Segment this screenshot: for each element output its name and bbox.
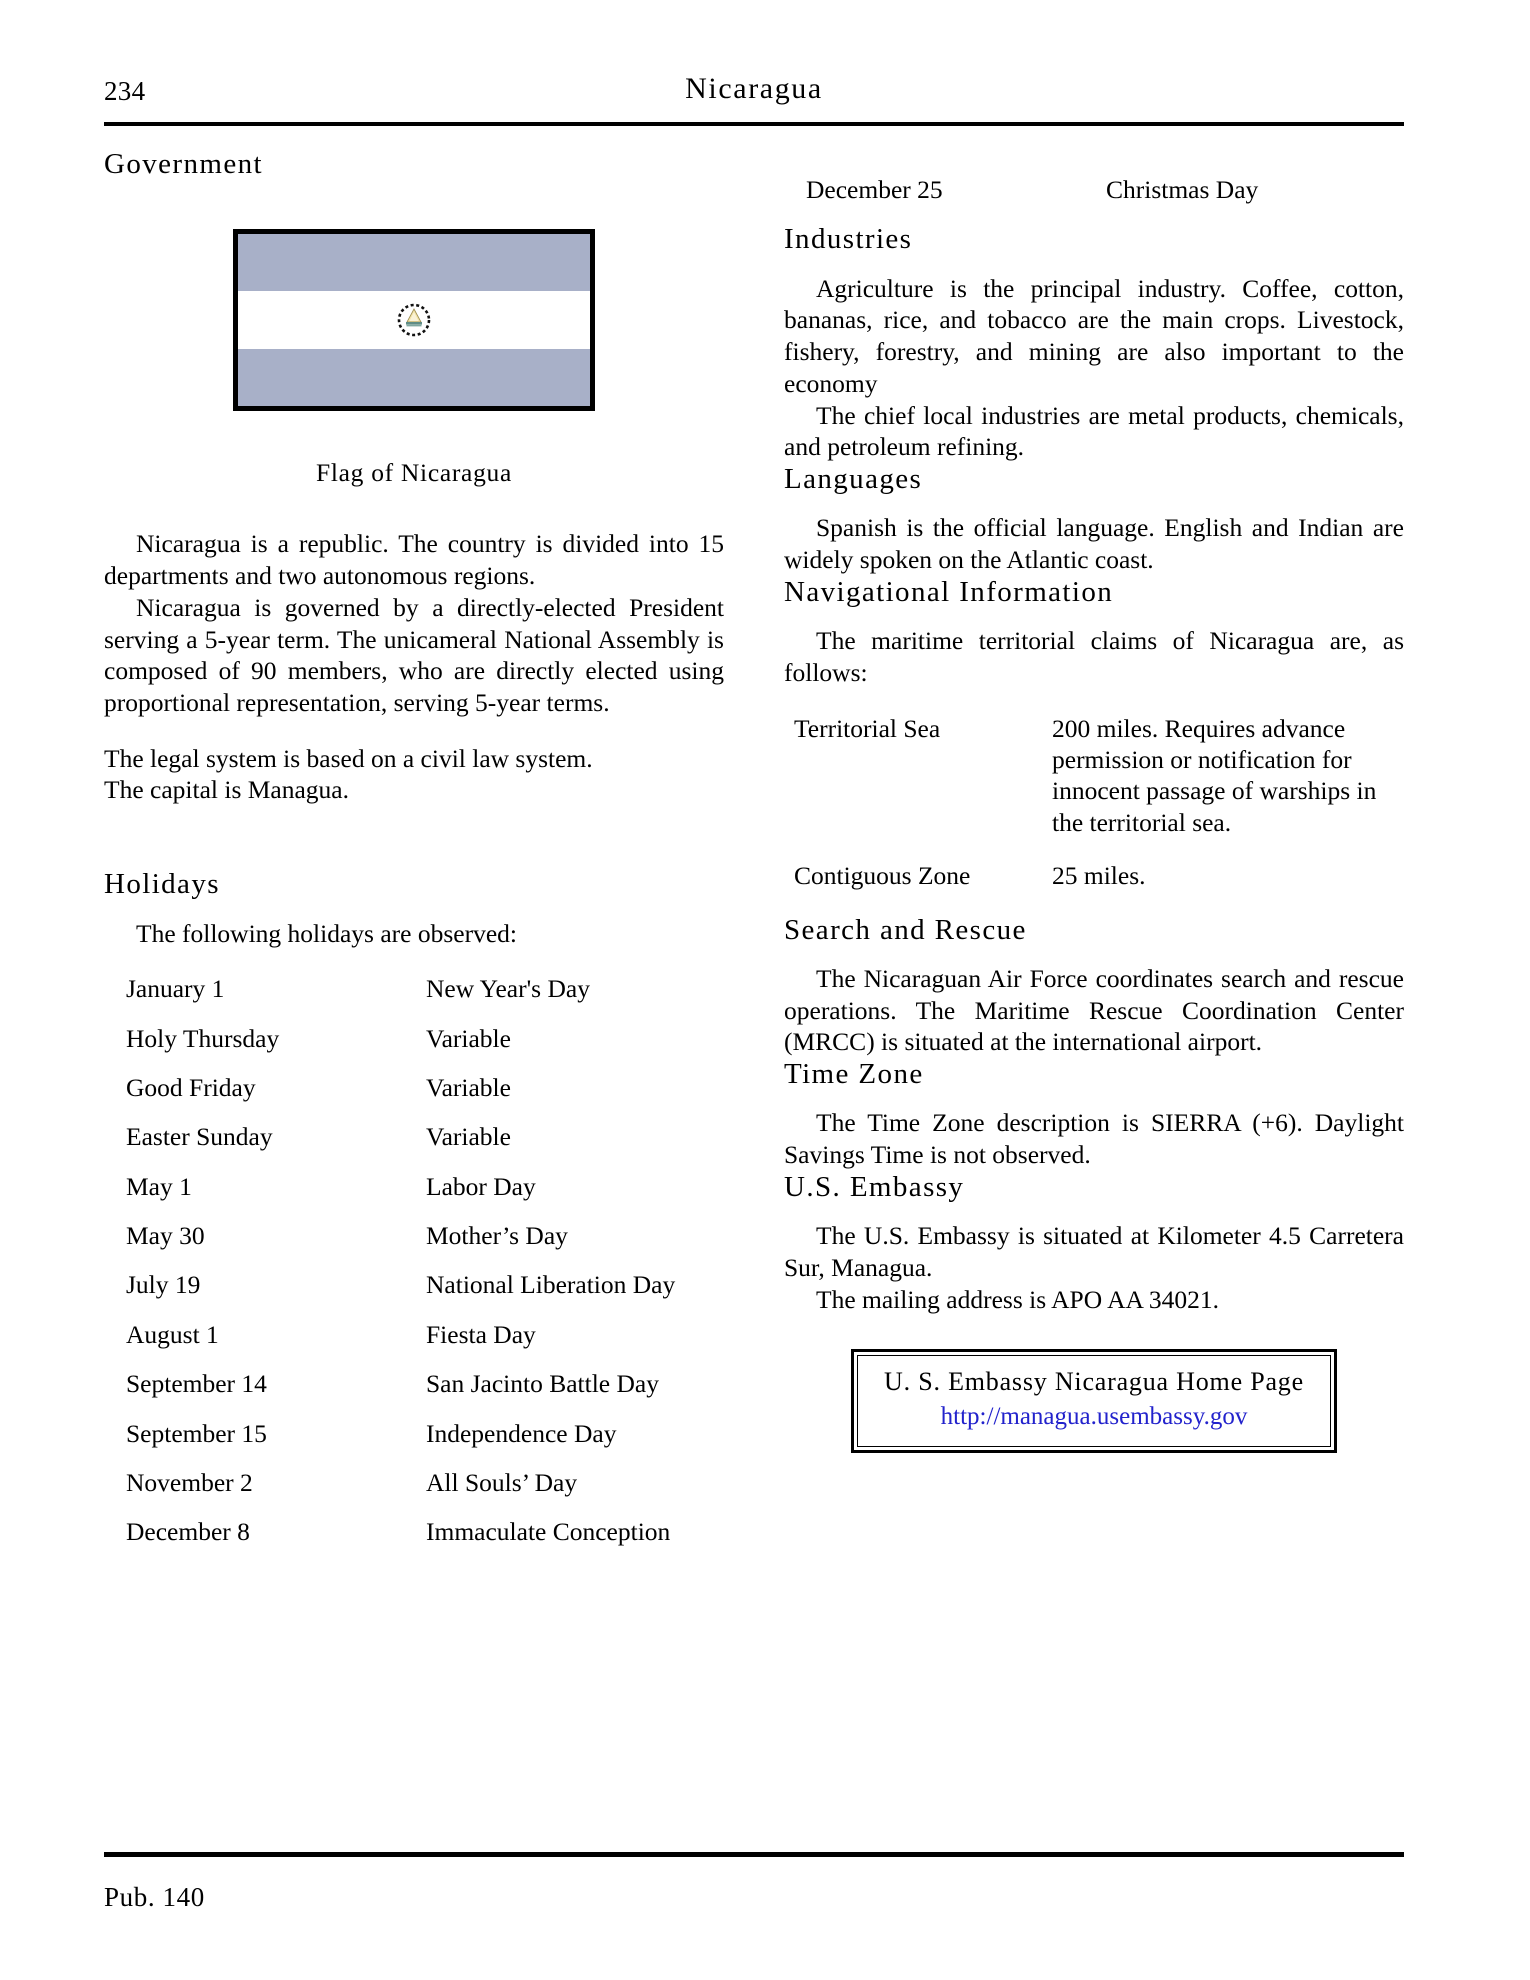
heading-search-and-rescue: Search and Rescue xyxy=(784,913,1027,946)
holiday-name: Fiesta Day xyxy=(426,1319,536,1349)
holiday-date: September 14 xyxy=(126,1369,267,1399)
holiday-name: Mother’s Day xyxy=(426,1221,568,1251)
holiday-date: December 25 xyxy=(806,175,943,204)
table-row xyxy=(104,1121,724,1170)
footer-publication: Pub. 140 xyxy=(104,1882,205,1912)
us-embassy-paragraphs xyxy=(784,1220,1404,1315)
table-row xyxy=(104,1467,724,1516)
flag-band-bottom xyxy=(238,349,590,406)
holiday-date: Good Friday xyxy=(126,1073,256,1103)
flag-caption: Flag of Nicaragua xyxy=(316,458,512,488)
heading-industries: Industries xyxy=(784,223,913,256)
industries-paragraph-1: Agriculture is the principal industry. Coffee, cotton, bananas, rice, and tobacco are the main crops. Livestock, fishery, forestry, and mining are also important to the economy xyxy=(784,273,1404,398)
time-zone-paragraph-1: The Time Zone description is SIERRA (+6). Daylight Savings Time is not observed. xyxy=(784,1108,1404,1170)
holiday-name: Variable xyxy=(426,1073,511,1103)
government-paragraph-4: The capital is Managua. xyxy=(104,775,349,805)
government-paragraph-3: The legal system is based on a civil law system. xyxy=(104,743,593,773)
embassy-box-title: U. S. Embassy Nicaragua Home Page xyxy=(884,1367,1304,1397)
holidays-intro: The following holidays are observed: xyxy=(136,918,517,948)
heading-government: Government xyxy=(104,148,263,180)
holiday-date: September 15 xyxy=(126,1418,267,1448)
coat-of-arms-icon xyxy=(394,300,434,340)
holiday-name: New Year's Day xyxy=(426,974,590,1004)
heading-holidays: Holidays xyxy=(104,868,220,901)
us-embassy-paragraph-1: The U.S. Embassy is situated at Kilometer 4.5 Carretera Sur, Managua. xyxy=(784,1221,1404,1282)
industries-paragraphs xyxy=(784,273,1404,463)
government-paragraph-2: Nicaragua is governed by a directly-elected President serving a 5-year term. The unicameral National Assembly is composed of 90 members, who are directly elected using proportional representation, serving 5-year terms. xyxy=(104,592,724,718)
footer-rule xyxy=(104,1852,1404,1857)
heading-languages: Languages xyxy=(784,463,923,496)
holidays-table-continued xyxy=(784,174,1404,223)
industries-paragraph-2: The chief local industries are metal products, chemicals, and petroleum refining. xyxy=(784,400,1404,462)
holiday-name: Independence Day xyxy=(426,1418,617,1448)
holiday-date: Holy Thursday xyxy=(126,1023,280,1053)
holiday-name: Immaculate Conception xyxy=(426,1517,671,1547)
holiday-date: December 8 xyxy=(126,1517,250,1547)
table-row xyxy=(104,1072,724,1121)
embassy-link-box xyxy=(851,1349,1337,1452)
government-paragraph-1: Nicaragua is a republic. The country is divided into 15 departments and two autonomous regions. xyxy=(104,529,724,591)
holiday-date: May 1 xyxy=(126,1171,192,1201)
flag-band-top xyxy=(238,234,590,291)
holiday-date: Easter Sunday xyxy=(126,1122,273,1152)
flag-figure xyxy=(104,229,724,488)
claim-value: 200 miles. Requires advance permission or notification for innocent passage of warships in the territorial sea. xyxy=(1052,713,1377,837)
holiday-name: Variable xyxy=(426,1023,511,1053)
holiday-name: Christmas Day xyxy=(1106,175,1259,204)
us-embassy-paragraph-2: The mailing address is APO AA 34021. xyxy=(816,1284,1220,1314)
table-row xyxy=(104,1516,724,1565)
holiday-name: Variable xyxy=(426,1122,511,1152)
table-row xyxy=(104,1220,724,1269)
header-rule xyxy=(104,122,1404,126)
table-row xyxy=(104,1368,724,1417)
page-number: 234 xyxy=(104,76,146,106)
claim-value: 25 miles. xyxy=(1052,861,1146,891)
holiday-name: National Liberation Day xyxy=(426,1270,676,1300)
holiday-date: August 1 xyxy=(126,1319,219,1349)
holiday-date: November 2 xyxy=(126,1467,253,1497)
holiday-date: January 1 xyxy=(126,974,225,1004)
table-row xyxy=(104,973,724,1022)
embassy-link-box-inner xyxy=(857,1355,1331,1446)
embassy-homepage-link[interactable]: http://managua.usembassy.gov xyxy=(940,1402,1248,1430)
heading-time-zone: Time Zone xyxy=(784,1058,924,1091)
right-column xyxy=(784,148,1404,1453)
search-and-rescue-paragraph-1: The Nicaraguan Air Force coordinates search and rescue operations. The Maritime Rescue Coordination Center (MRCC) is situated at the international airport. xyxy=(784,963,1404,1057)
left-column xyxy=(104,148,724,1566)
running-head xyxy=(104,72,1404,116)
table-row xyxy=(784,713,1404,860)
languages-paragraph-1: Spanish is the official language. English and Indian are widely spoken on the Atlantic coast. xyxy=(784,513,1404,575)
table-row xyxy=(784,174,1404,223)
claim-term: Contiguous Zone xyxy=(794,861,971,891)
maritime-claims-table xyxy=(784,713,1404,914)
government-paragraphs xyxy=(104,528,724,718)
holiday-date: July 19 xyxy=(126,1270,201,1300)
holiday-name: Labor Day xyxy=(426,1171,536,1201)
heading-us-embassy: U.S. Embassy xyxy=(784,1170,965,1203)
claim-term: Territorial Sea xyxy=(794,713,941,743)
holiday-name: San Jacinto Battle Day xyxy=(426,1369,659,1399)
table-row xyxy=(104,1269,724,1318)
holiday-date: May 30 xyxy=(126,1221,205,1251)
page-title: Nicaragua xyxy=(685,72,823,105)
navigational-information-intro: The maritime territorial claims of Nicaragua are, as follows: xyxy=(784,626,1404,687)
table-row xyxy=(104,1171,724,1220)
embassy-link-box-wrapper xyxy=(784,1349,1404,1452)
heading-navigational-information: Navigational Information xyxy=(784,575,1114,608)
table-row xyxy=(104,1023,724,1072)
flag-of-nicaragua-icon xyxy=(233,229,595,411)
holidays-table xyxy=(104,973,724,1565)
holiday-name: All Souls’ Day xyxy=(426,1467,578,1497)
table-row xyxy=(104,1418,724,1467)
table-row xyxy=(104,1319,724,1368)
table-row xyxy=(784,860,1404,913)
